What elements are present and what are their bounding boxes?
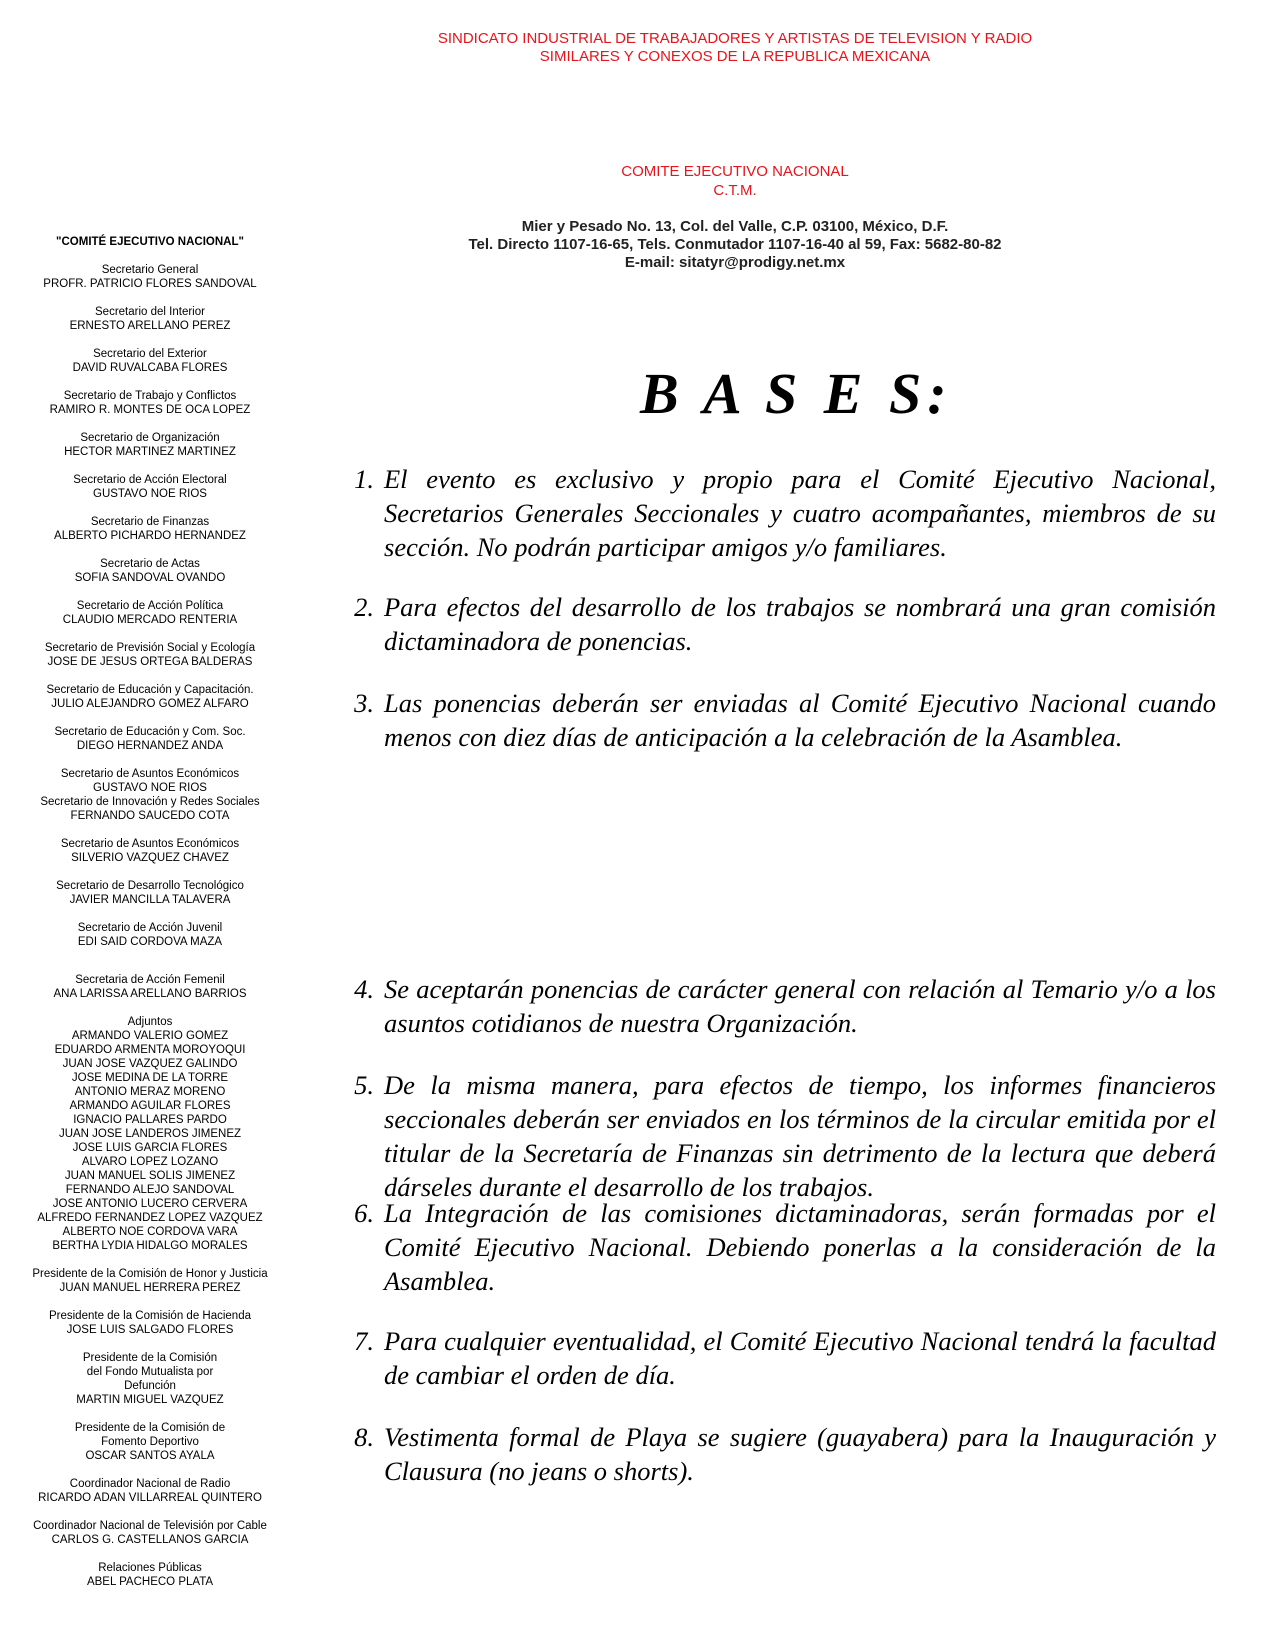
adjuntos-list <box>18 1029 282 1253</box>
member-role: Secretario de Actas <box>100 558 200 570</box>
adjunto-name: ALFREDO FERNANDEZ LOPEZ VAZQUEZ <box>37 1212 263 1224</box>
member-name: HECTOR MARTINEZ MARTINEZ <box>64 446 236 458</box>
member-name: RAMIRO R. MONTES DE OCA LOPEZ <box>49 404 251 416</box>
member-name: GUSTAVO NOE RIOS <box>93 488 207 500</box>
adjunto-name: ARMANDO AGUILAR FLORES <box>69 1100 231 1112</box>
member-role: Secretario de Acción Política <box>76 600 224 612</box>
adjunto-name: JUAN MANUEL SOLIS JIMENEZ <box>64 1170 236 1182</box>
member-role: Secretario del Exterior <box>93 348 207 360</box>
member-name: DAVID RUVALCABA FLORES <box>72 362 228 374</box>
adjunto-name: ANTONIO MERAZ MORENO <box>74 1086 226 1098</box>
commission-block <box>18 1519 282 1547</box>
member-role: Secretario de Innovación y Redes Sociales <box>40 796 260 808</box>
member-role: Secretario de Acción Electoral <box>73 474 227 486</box>
item-number: 4. <box>354 974 374 1004</box>
bases-item <box>340 1324 1216 1392</box>
adjunto-name: JOSE LUIS GARCIA FLORES <box>72 1142 228 1154</box>
bases-item <box>340 462 1216 564</box>
member-block <box>18 973 282 1001</box>
member-role: Secretario General <box>101 264 199 276</box>
item-number: 1. <box>354 464 374 494</box>
member-name: EDI SAID CORDOVA MAZA <box>77 936 223 948</box>
commission-role: Presidente de la Comisión de Fomento Deportivo <box>74 1422 226 1448</box>
member-name: JAVIER MANCILLA TALAVERA <box>69 894 231 906</box>
member-block <box>18 767 282 823</box>
bases-item <box>340 686 1216 754</box>
member-name: FERNANDO SAUCEDO COTA <box>70 810 230 822</box>
contact-block <box>420 218 1050 272</box>
item-text: Para cualquier eventualidad, el Comité Ejecutivo Nacional tendrá la facultad de cambiar el orden de día. <box>384 1326 1216 1390</box>
member-block <box>18 725 282 753</box>
adjunto-name: EDUARDO ARMENTA MOROYOQUI <box>54 1044 246 1056</box>
commission-block <box>18 1351 282 1407</box>
commission-name: CARLOS G. CASTELLANOS GARCIA <box>51 1534 249 1546</box>
member-role: Secretario de Educación y Capacitación. <box>46 684 254 696</box>
adjunto-name: JOSE ANTONIO LUCERO CERVERA <box>52 1198 248 1210</box>
sidebar-title: "COMITÉ EJECUTIVO NACIONAL" <box>56 236 244 248</box>
member-name: CLAUDIO MERCADO RENTERIA <box>62 614 238 626</box>
adjunto-name: ARMANDO VALERIO GOMEZ <box>71 1030 229 1042</box>
commission-name: JOSE LUIS SALGADO FLORES <box>66 1324 234 1336</box>
commission-role: Relaciones Públicas <box>98 1562 202 1574</box>
member-block <box>18 641 282 669</box>
member-block <box>18 683 282 711</box>
member-list <box>18 263 282 1001</box>
item-text: De la misma manera, para efectos de tiempo, los informes financieros seccionales deberán ser enviados en los términos de la circular emitida por el titular de la Secretaría de Finanzas sin detrimento de la lectura que deberá dárseles durante el desarrollo de los trabajos. <box>384 1070 1216 1202</box>
email-line: E-mail: sitatyr@prodigy.net.mx <box>624 254 846 271</box>
member-role: Secretario de Asuntos Económicos <box>60 838 240 850</box>
phones-line: Tel. Directo 1107-16-65, Tels. Conmutador 1107-16-40 al 59, Fax: 5682-80-82 <box>468 236 1002 253</box>
member-name: SOFIA SANDOVAL OVANDO <box>74 572 226 584</box>
member-name: DIEGO HERNANDEZ ANDA <box>76 740 224 752</box>
union-header <box>300 30 1170 66</box>
commission-name: MARTIN MIGUEL VAZQUEZ <box>76 1394 224 1406</box>
member-block <box>18 305 282 333</box>
member-block <box>18 473 282 501</box>
member-block <box>18 879 282 907</box>
adjunto-name: ALBERTO NOE CORDOVA VARA <box>62 1226 238 1238</box>
bases-item <box>340 590 1216 658</box>
adjunto-name: IGNACIO PALLARES PARDO <box>73 1114 227 1126</box>
member-role: Secretario de Desarrollo Tecnológico <box>56 880 244 892</box>
commission-role: Presidente de la Comisión del Fondo Mutualista por Defunción <box>82 1352 218 1392</box>
commission-name: ABEL PACHECO PLATA <box>86 1576 214 1588</box>
member-block <box>18 263 282 291</box>
bases-item <box>340 1196 1216 1298</box>
adjuntos-block <box>18 1015 282 1253</box>
member-block <box>18 347 282 375</box>
commission-name: JUAN MANUEL HERRERA PEREZ <box>59 1282 241 1294</box>
commission-block <box>18 1309 282 1337</box>
member-role: Secretario de Asuntos Económicos <box>60 768 240 780</box>
adjunto-name: FERNANDO ALEJO SANDOVAL <box>65 1184 235 1196</box>
member-role: Secretario de Finanzas <box>90 516 210 528</box>
adjunto-name: JOSE MEDINA DE LA TORRE <box>71 1072 229 1084</box>
member-block <box>18 557 282 585</box>
commission-block <box>18 1421 282 1463</box>
item-text: Para efectos del desarrollo de los trabajos se nombrará una gran comisión dictaminadora de ponencias. <box>384 592 1216 656</box>
item-number: 2. <box>354 592 374 622</box>
member-role: Secretario de Educación y Com. Soc. <box>54 726 246 738</box>
commission-block <box>18 1561 282 1589</box>
member-name: SILVERIO VAZQUEZ CHAVEZ <box>71 852 229 864</box>
item-text: El evento es exclusivo y propio para el Comité Ejecutivo Nacional, Secretarios Generales Seccionales y cuatro acompañantes, miembros de su sección. No podrán participar amigos y/o familiares. <box>384 464 1216 562</box>
member-block <box>18 431 282 459</box>
member-name: JULIO ALEJANDRO GOMEZ ALFARO <box>51 698 249 710</box>
item-text: Las ponencias deberán ser enviadas al Comité Ejecutivo Nacional cuando menos con diez días de anticipación a la celebración de la Asamblea. <box>384 688 1216 752</box>
member-name: PROFR. PATRICIO FLORES SANDOVAL <box>43 278 257 290</box>
bases-title: B A S E S: <box>640 361 953 426</box>
union-name-line1: SINDICATO INDUSTRIAL DE TRABAJADORES Y ARTISTAS DE TELEVISION Y RADIO <box>437 30 1033 47</box>
item-number: 8. <box>354 1422 374 1452</box>
bases-item <box>340 1068 1216 1204</box>
commission-block <box>18 1477 282 1505</box>
member-name: JOSE DE JESUS ORTEGA BALDERAS <box>47 656 253 668</box>
member-role: Secretario de Previsión Social y Ecología <box>44 642 256 654</box>
commission-name: OSCAR SANTOS AYALA <box>85 1450 215 1462</box>
item-number: 6. <box>354 1198 374 1228</box>
member-role: Secretario de Organización <box>80 432 220 444</box>
adjunto-name: JUAN JOSE VAZQUEZ GALINDO <box>62 1058 238 1070</box>
member-block <box>18 837 282 865</box>
item-number: 3. <box>354 688 374 718</box>
member-block <box>18 921 282 949</box>
adjuntos-label: Adjuntos <box>127 1016 173 1028</box>
member-block <box>18 599 282 627</box>
member-name: ANA LARISSA ARELLANO BARRIOS <box>53 988 247 1000</box>
commission-role: Presidente de la Comisión de Hacienda <box>48 1310 251 1322</box>
commission-role: Coordinador Nacional de Radio <box>69 1478 231 1490</box>
committee-sidebar <box>18 235 282 1603</box>
member-block <box>18 515 282 543</box>
member-role: Secretario de Acción Juvenil <box>77 922 223 934</box>
member-role: Secretaria de Acción Femenil <box>75 974 225 986</box>
member-block <box>18 389 282 417</box>
commission-list <box>18 1267 282 1589</box>
bases-item <box>340 972 1216 1040</box>
member-name: ALBERTO PICHARDO HERNANDEZ <box>54 530 246 542</box>
union-name-line2: SIMILARES Y CONEXOS DE LA REPUBLICA MEXICANA <box>539 48 931 65</box>
ctm-label: C.T.M. <box>713 182 757 199</box>
address-line: Mier y Pesado No. 13, Col. del Valle, C.P. 03100, México, D.F. <box>521 218 949 235</box>
adjunto-name: JUAN JOSE LANDEROS JIMENEZ <box>58 1128 242 1140</box>
bases-item <box>340 1420 1216 1488</box>
item-number: 7. <box>354 1326 374 1356</box>
item-text: Se aceptarán ponencias de carácter general con relación al Temario y/o a los asuntos cotidianos de nuestra Organización. <box>384 974 1216 1038</box>
committee-name: COMITE EJECUTIVO NACIONAL <box>621 163 849 180</box>
item-text: La Integración de las comisiones dictaminadoras, serán formadas por el Comité Ejecutivo Nacional. Debiendo ponerlas a la consideración de la Asamblea. <box>384 1198 1216 1296</box>
commission-role: Coordinador Nacional de Televisión por Cable <box>33 1520 267 1532</box>
committee-header <box>560 162 910 200</box>
item-number: 5. <box>354 1070 374 1100</box>
adjunto-name: BERTHA LYDIA HIDALGO MORALES <box>52 1240 248 1252</box>
member-name: GUSTAVO NOE RIOS <box>93 782 207 794</box>
commission-name: RICARDO ADAN VILLARREAL QUINTERO <box>38 1492 262 1504</box>
commission-role: Presidente de la Comisión de Honor y Justicia <box>32 1268 268 1280</box>
item-text: Vestimenta formal de Playa se sugiere (guayabera) para la Inauguración y Clausura (no jeans o shorts). <box>384 1422 1216 1486</box>
commission-block <box>18 1267 282 1295</box>
adjunto-name: ALVARO LOPEZ LOZANO <box>81 1156 219 1168</box>
member-name: ERNESTO ARELLANO PEREZ <box>69 320 231 332</box>
member-role: Secretario de Trabajo y Conflictos <box>63 390 237 402</box>
member-role: Secretario del Interior <box>95 306 205 318</box>
